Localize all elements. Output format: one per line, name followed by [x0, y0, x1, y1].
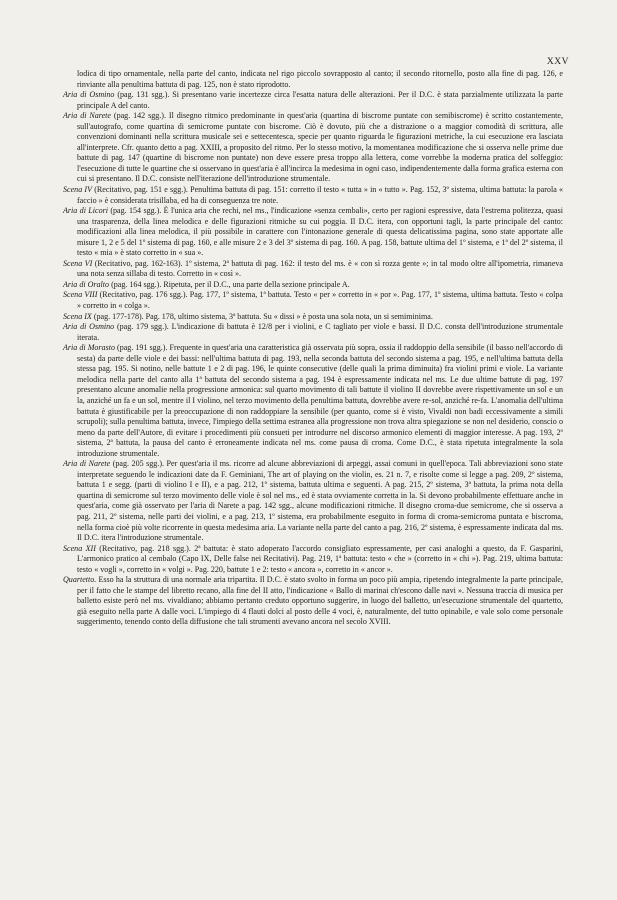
note-entry	[63, 544, 563, 576]
note-entry	[63, 575, 563, 628]
note-text: (pag. 191 sgg.). Frequente in quest'aria una caratteristica già osservata più sopra, ossia il raddoppio della sensibile (il basso nell'accordo di sesta) da parte delle viole e dei bassi: nell'ultima battuta di pag. 193, nella seconda battuta del secondo sistema a pag. 195, e nell'ultima battuta della stessa pag. 195. Si notino, nelle battute 1 e 2 di pag. 196, le quinte consecutive (delle quali la prima diminuita) fra violini primi e viole. La variante melodica nella parte del canto alla 1ª battuta del secondo sistema a pag. 194 è espressamente indicata nel ms. Le due ultime battute di pag. 197 presentano alcune anomalie nella progressione armonica: sul quarto movimento di tali battute il violino II dovrebbe avere rispettivamente un sol e un la, anziché un fa e un sol, mentre il I violino, nel terzo movimento della penultima battuta, dovrebbe avere re-sol, anziché re-fa. L'anomalia dell'ultima battuta è giustificabile per la preoccupazione di non raddoppiare la sensibile (per quanto, come si è visto, Vivaldi non badi eccessivamente a simili scrupoli); sulla penultima battuta, invece, l'impiego della settima estranea alla progressione non trova altra spiegazione se non nel desiderio, conscio o meno da parte dell'Autore, di evitare i procedimenti più consueti per introdurre nel discorso armonico elementi di maggior interesse. A pag. 193, 2º sistema, 2ª battuta, la pausa del canto è erroneamente indicata nel ms. come pausa di croma. Come D.C., è stata ripetuta integralmente la sola introduzione strumentale.	[77, 343, 563, 458]
note-entry	[63, 280, 563, 291]
note-entry	[63, 312, 563, 323]
note-heading: Aria di Osmino	[63, 322, 115, 332]
note-text: (pag. 177-178). Pag. 178, ultimo sistema, 3ª battuta. Su « dissi » è posta una sola nota, un si semiminima.	[91, 311, 433, 321]
note-entry	[63, 259, 563, 280]
note-entry	[63, 459, 563, 543]
note-heading: Scena IV	[63, 185, 93, 195]
note-entry	[63, 322, 563, 343]
note-text: lodica di tipo ornamentale, nella parte del canto, indicata nel rigo piccolo sovrapposto al canto; il secondo ritornello, posto alla fine di pag. 126, e rinviante alla penultima battuta di pag. 125, non è stato riprodotto.	[77, 69, 563, 89]
note-text: (pag. 154 sgg.). È l'unica aria che rechi, nel ms., l'indicazione «senza cembali», certo per ragioni espressive, data l'estrema politezza, quasi una trasparenza, della linea melodica e delle figurazioni ritmiche su cui poggia. Il D.C. itera, con opportuni tagli, la parte principale del canto: modificazioni alla linea melodica, il più possibile in carattere con l'intonazione generale di questa delicatissima pagina, sono state apportate alle misure 1, 2 e 5 del 1º sistema di pag. 160, e alle misure 2 e 3 del 3º sistema di pag. 160. A pag. 158, battute ultima del 1º sistema, e 1ª del 2º sistema, il testo « mia » è stato corretto in « sua ».	[77, 206, 563, 258]
note-heading: Aria di Licori	[63, 206, 108, 216]
note-text: (Recitativo, pag. 176 sgg.). Pag. 177, 1º sistema, 1ª battuta. Testo « per » corretto in « por ». Pag. 177, 1º sistema, ultima battuta. Testo « colpa » corretto in « colga ».	[77, 290, 564, 311]
note-text: (Recitativo, pag. 151 e sgg.). Penultima battuta di pag. 151: corretto il testo « tutta » in « tutto ». Pag. 152, 3º sistema, ultima battuta: la parola « faccio » è considerata trisillaba, ed ha di conseguenza tre note.	[77, 185, 563, 205]
note-heading: Aria di Osmino	[63, 90, 115, 100]
note-heading: Scena VI	[63, 258, 93, 268]
note-heading: Scena VIII	[63, 290, 98, 300]
note-entry	[63, 290, 563, 311]
note-heading: Aria di Narete	[63, 111, 111, 121]
note-heading: Aria di Morasto	[63, 343, 115, 353]
note-text: (pag. 179 sgg.). L'indicazione di battuta è 12/8 per i violini, e C tagliato per viole e bassi. Il D.C. consta dell'introduzione strumentale iterata.	[77, 322, 563, 342]
note-heading: Scena XII	[63, 543, 96, 553]
note-entry	[63, 185, 563, 206]
note-entry	[63, 343, 563, 459]
note-text: Esso ha la struttura di una normale aria tripartita. Il D.C. è stato svolto in forma un poco più ampia, ripetendo integralmente la parte principale, per il fatto che le stampe del libretto recano, alla fine del II atto, l'indicazione « Ballo di marinai ch'escono dalle navi ». Nessuna traccia di musica per balletto esiste però nel ms. vivaldiano; abbiamo pertanto creduto opportuno suggerire, in luogo del balletto, un'esecuzione strumentale del quartetto, già eseguito nella parte A dalle voci. L'impiego di 4 flauti dolci al posto delle 4 voci, è, naturalmente, del tutto opinabile, e vale solo come personale suggerimento, tenendo conto della diffusione che tali strumenti avevano ancora nel secolo XVIII.	[77, 575, 563, 627]
note-text: (pag. 205 sgg.). Per quest'aria il ms. ricorre ad alcune abbreviazioni di arpeggi, assai comuni in quell'epoca. Tali abbreviazioni sono state interpretate seguendo le indicazioni date da F. Geminiani, The art of playing on the violin, es. 21 n. 7, e risolte come si legge a pag. 209, 2º sistema, battuta 1 e segg. (parti di violino I e II), e a pag. 212, 1º sistema, battuta ultima e seguenti. A pag. 215, 2º sistema, 3ª battuta, la prima nota della quartina di semicrome sul terzo movimento delle viole è sol nel ms., ed è stata ovviamente corretta in la. Si devono probabilmente effettuare anche in quest'aria, come già osservato per l'aria di Narete a pag. 142 sgg., alcune modificazioni ritmiche. Il disegno croma-due semicrome, che si osserva a pag. 211, 2º sistema, nelle parti dei violini, e a pag. 213, 1º sistema, era probabilmente eseguito in forma di croma-semicroma puntata e biscroma, nella forma cioè più volte ricorrente in questa medesima aria. La variante nella parte del canto a pag. 216, 2º sistema, è espressamente indicata dal ms. Il D.C. itera l'introduzione strumentale.	[77, 459, 563, 543]
note-heading: Aria di Narete	[63, 459, 111, 469]
note-text: (pag. 131 sgg.). Si presentano varie incertezze circa l'esatta natura delle alterazioni. Per il D.C. è stata parzialmente utilizzata la parte principale A del canto.	[77, 90, 563, 110]
note-text: (pag. 164 sgg.). Ripetuta, per il D.C., una parte della sezione principale A.	[109, 279, 350, 289]
note-text: (Recitativo, pag. 218 sgg.). 2ª battuta: è stato adoperato l'accordo consigliato espressamente, per casi analoghi a questo, da F. Gasparini, L'armonico pratico al cembalo (Capo IX, Delle false nei Recitativi). Pag. 219, 1ª battuta: testo « che » (corretto in « chi »). Pag. 219, ultima battuta: testo « vogli », corretto in « volgi ». Pag. 220, battute 1 e 2: testo « ancora », corretto in « ancor ».	[77, 543, 564, 574]
note-entry	[63, 206, 563, 259]
note-entry	[63, 69, 563, 90]
note-entry	[63, 90, 563, 111]
note-text: (Recitativo, pag. 162-163). 1º sistema, 2ª battuta di pag. 162: il testo del ms. è « con sì rozza gente »; in tal modo oltre all'ipometria, rimaneva una nota senza sillaba di testo. Corretto in « così ».	[77, 258, 563, 279]
page-number: XXV	[546, 57, 569, 67]
note-heading: Aria di Oralto	[63, 279, 110, 289]
note-heading: Quartetto.	[63, 575, 97, 585]
note-text: (pag. 142 sgg.). Il disegno ritmico predominante in quest'aria (quartina di biscrome puntate con semibiscrome) è scritto costantemente, sull'autografo, come quartina di semicrome puntate con biscrome. Ciò è dovuto, più che a distrazione o a maggior comodità di scrittura, alle convenzioni dominanti nella scrittura musicale sei e settecentesca, specie per quanto riguarda le figurazioni metriche, la cui esecuzione era lasciata all'interprete. Cfr. quanto detto a pag. XXIII, a proposito del ritmo. Per lo stesso motivo, la momentanea modificazione che si osserva nelle prime due battute di pag. 147 (quartine di biscrome non puntate) non deve essere presa troppo alla lettera, come vorrebbe la moderna pratica del solfeggio: l'esecuzione di tutte le quartine che si osservano in quest'aria è all'incirca la medesima in ogni caso, indipendentemente dalla forma grafica esterna con cui si presentano. Il D.C. consiste nell'iterazione dell'introduzione strumentale.	[77, 111, 563, 184]
note-heading: Scena IX	[63, 311, 92, 321]
note-entry	[63, 111, 563, 185]
notes-body	[63, 69, 563, 628]
